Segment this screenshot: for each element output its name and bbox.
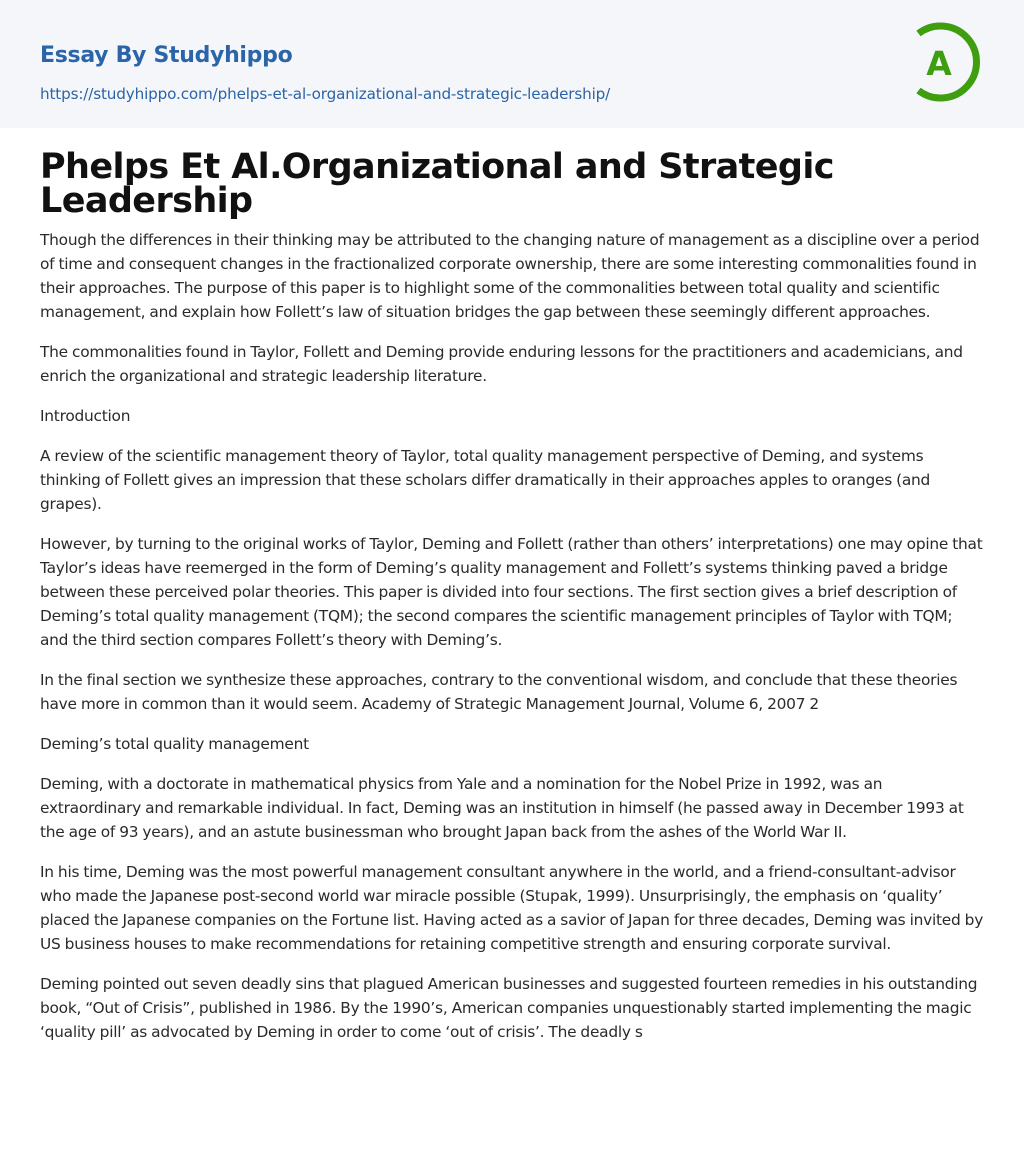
paragraph: In the final section we synthesize these approaches, contrary to the conventional wisdom, and conclude that these theories have more in common than it would seem. Academy of Strategic Management Journal, Volume 6, 2007 2 (40, 671, 958, 713)
section-heading-demings-tqm: Deming’s total quality management (40, 735, 309, 753)
article (0, 128, 1024, 1044)
paragraph: Deming pointed out seven deadly sins that plagued American businesses and suggested fourteen remedies in his outstanding book, “Out of Crisis”, published in 1986. By the 1990’s, American companies unquestionably started implementing the magic ‘quality pill’ as advocated by Deming in order to come ‘out of crisis’. The deadly s (40, 975, 978, 1041)
paragraph: A review of the scientific management theory of Taylor, total quality management perspective of Deming, and systems thinking of Follett gives an impression that these scholars differ dramatically in their approaches apples to oranges (and grapes). (40, 447, 931, 513)
studyhippo-logo-icon (913, 19, 985, 105)
page-title: Phelps Et Al.Organizational and Strategic Leadership (40, 147, 834, 221)
svg-text:A: A (926, 44, 952, 83)
paragraph: Though the differences in their thinking may be attributed to the changing nature of management as a discipline over a period of time and consequent changes in the fractionalized corporate ownership, there are some interesting commonalities found in their approaches. The purpose of this paper is to highlight some of the commonalities between total quality and scientific management, and explain how Follett’s law of situation bridges the gap between these seemingly different approaches. (40, 231, 980, 321)
paragraph: Deming, with a doctorate in mathematical physics from Yale and a nomination for the Nobel Prize in 1992, was an extraordinary and remarkable individual. In fact, Deming was an institution in himself (he passed away in December 1993 at the age of 93 years), and an astute businessman who brought Japan back from the ashes of the World War II. (40, 775, 964, 841)
section-heading-introduction: Introduction (40, 407, 131, 425)
source-url-link[interactable]: https://studyhippo.com/phelps-et-al-organizational-and-strategic-leadership/ (40, 85, 611, 103)
paragraph: The commonalities found in Taylor, Follett and Deming provide enduring lessons for the practitioners and academicians, and enrich the organizational and strategic leadership literature. (40, 343, 963, 385)
site-header (0, 0, 1024, 128)
article-body (40, 218, 984, 1044)
brand-title: Essay By Studyhippo (40, 43, 293, 68)
paragraph: However, by turning to the original works of Taylor, Deming and Follett (rather than others’ interpretations) one may opine that Taylor’s ideas have reemerged in the form of Deming’s quality management and Follett’s systems thinking paved a bridge between these perceived polar theories. This paper is divided into four sections. The first section gives a brief description of Deming’s total quality management (TQM); the second compares the scientific management principles of Taylor with TQM; and the third section compares Follett’s theory with Deming’s. (40, 535, 983, 649)
paragraph: In his time, Deming was the most powerful management consultant anywhere in the world, and a friend-consultant-advisor who made the Japanese post-second world war miracle possible (Stupak, 1999). Unsurprisingly, the emphasis on ‘quality’ placed the Japanese companies on the Fortune list. Having acted as a savior of Japan for three decades, Deming was invited by US business houses to make recommendations for retaining competitive strength and ensuring corporate survival. (40, 863, 984, 953)
